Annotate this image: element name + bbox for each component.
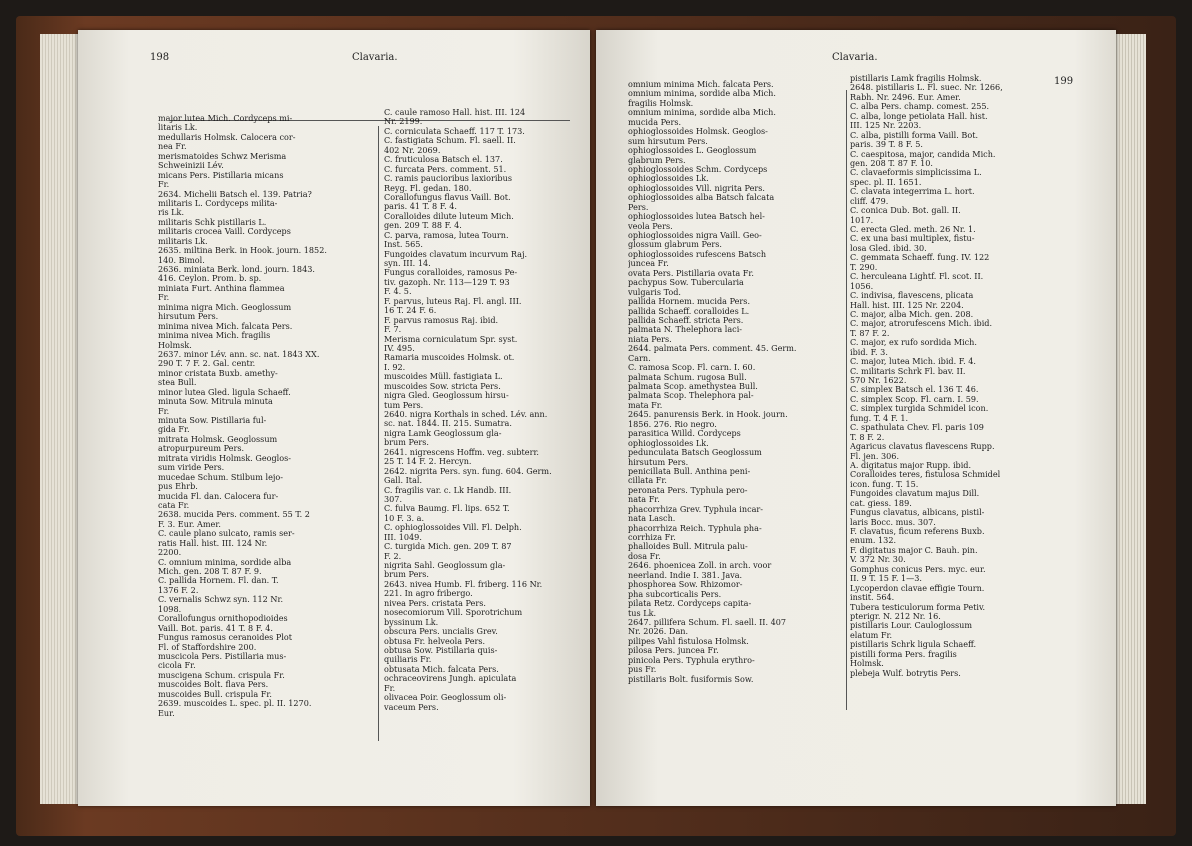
left-page-number: 198 [150,52,170,63]
text-line: 1017. [850,215,874,225]
text-line: C. herculeana Lightf. Fl. scot. II. [850,272,984,282]
text-line: losa Gled. ibid. 30. [850,243,927,253]
text-line: ophioglossoides Holmsk. Geoglos- [628,127,768,137]
text-line: glabrum Pers. [628,155,686,165]
text-line: C. simplex turgida Schmidel icon. [850,404,989,414]
text-line: C. fragilis var. c. Lk Handb. III. [384,485,512,495]
text-line: C. spathulata Chev. Fl. paris 109 [850,423,984,433]
right-column-1 [628,80,842,684]
text-line: Nr. 2199. [384,117,423,127]
text-line: mata Fr. [628,400,663,410]
text-line: micans Pers. Pistillaria micans [158,170,284,180]
text-line: C. caespitosa, major, candida Mich. [850,149,996,159]
text-line: C. major, lutea Mich. ibid. F. 4. [850,357,976,367]
page-edges-right [1114,34,1146,804]
left-running-head: Clavaria. [352,52,398,63]
text-line: C. gemmata Schaeff. fung. IV. 122 [850,253,990,263]
text-line: Fungus clavatus, albicans, pistil- [850,508,985,518]
right-column-2 [850,74,1095,678]
text-line: C. parva, ramosa, lutea Tourn. [384,230,509,240]
text-line: F. digitatus major C. Bauh. pin. [850,545,978,555]
text-line: laris Bocc. mus. 307. [850,517,936,527]
text-line: minuta Sow. Mitrula minuta [158,397,273,407]
text-line: 1376 F. 2. [158,585,199,595]
text-line: 2644. palmata Pers. comment. 45. Germ. [628,344,797,354]
text-line: F. 4. 5. [384,287,412,297]
text-line: muscoides Müll. fastigiata L. [384,372,503,382]
text-line: Hall. hist. III. 125 Nr. 2204. [850,300,964,310]
text-line: cliff. 479. [850,196,889,206]
text-line: omnium minima, sordide alba Mich. [628,108,776,118]
text-line: C. clavaeformis simplicissima L. [850,168,982,178]
text-line: hirsutum Pers. [158,312,219,322]
text-line: Fungoides clavatum majus Dill. [850,489,980,499]
right-page-number: 199 [1054,76,1074,87]
text-line: obtusata Mich. falcata Pers. [384,664,499,674]
text-line: mucida Pers. [628,117,682,127]
text-line: niata Pers. [628,334,672,344]
text-line: Corallofungus flavus Vaill. Bot. [384,192,511,202]
text-line: ophioglossoides alba Batsch falcata [628,193,775,203]
text-line: Fungus coralloides, ramosus Pe- [384,268,518,278]
text-line: T. 290. [850,262,878,272]
text-line: instit. 564. [850,593,895,603]
text-line: pinicola Pers. Typhula erythro- [628,655,755,665]
right-column-divider [846,90,847,710]
text-line: Corallofungus ornithopodioides [158,614,288,624]
text-line: 1098. [158,604,182,614]
text-line: C. pallida Hornem. Fl. dan. T. [158,576,279,586]
text-line: 307. [384,494,403,504]
text-line: elatum Fr. [850,630,893,640]
text-line: pallida Schaeff. stricta Pers. [628,315,744,325]
text-line: palmata N. Thelephora laci- [628,325,743,335]
text-line: C. alba Pers. champ. comest. 255. [850,102,990,112]
text-line: pedunculata Batsch Geoglossum [628,448,762,458]
text-line: pus Ehrb. [158,482,198,492]
text-line: minor lutea Gled. ligula Schaeff. [158,387,291,397]
text-line: major lutea Mich. Cordyceps mi- [158,114,293,123]
text-line: pilosa Pers. juncea Fr. [628,646,719,656]
text-line: Holmsk. [158,340,192,350]
text-line: C. conica Dub. Bot. gall. II. [850,206,961,216]
text-line: spec. pl. II. 1651. [850,177,922,187]
text-line: C. corniculata Schaeff. 117 T. 173. [384,126,525,136]
text-line: 2647. pillifera Schum. Fl. saell. II. 407 [628,617,787,627]
text-line: C. erecta Gled. meth. 26 Nr. 1. [850,225,976,234]
text-line: 570 Nr. 1622. [850,376,907,385]
text-line: paris. 41 T. 8 F. 4. [384,202,457,212]
text-line: fragilis Holmsk. [628,98,694,108]
text-line: Reyg. Fl. gedan. 180. [384,183,472,193]
text-line: Fungus ramosus ceranoides Plot [158,633,293,643]
text-line: Mich. gen. 208 T. 87 F. 9. [158,567,262,576]
text-line: C. fruticulosa Batsch el. 137. [384,155,503,165]
text-line: C. omnium minima, sordide alba [158,557,292,567]
text-line: C. turgida Mich. gen. 209 T. 87 [384,542,512,552]
text-line: Schweinizii Lév. [158,161,224,171]
text-line: C. ramosa Scop. Fl. carn. I. 60. [628,363,756,373]
text-line: F. parvus, luteus Raj. Fl. angl. III. [384,296,522,306]
text-line: medullaris Holmsk. Calocera cor- [158,132,296,142]
text-line: ibid. F. 3. [850,347,888,357]
text-line: Holmsk. [850,659,884,669]
text-line: Fr. [158,180,170,190]
text-line: 2638. mucida Pers. comment. 55 T. 2 [158,510,310,520]
text-line: icon. fung. T. 15. [850,479,919,489]
text-line: minima nivea Mich. fragilis [158,331,271,341]
text-line: byssinum Lk. [384,617,439,627]
text-line: tum Pers. [384,400,424,410]
text-line: cillata Fr. [628,476,667,486]
text-line: C. ophioglossoides Vill. Fl. Delph. [384,523,522,533]
text-line: syn. III. 14. [384,259,431,268]
right-running-head: Clavaria. [832,52,878,63]
text-line: III. 125 Nr. 2203. [850,121,922,131]
text-line: C. clavata integerrima L. hort. [850,187,975,197]
text-line: ovata Pers. Pistillaria ovata Fr. [628,268,754,278]
text-line: muscoides Bolt. flava Pers. [158,680,269,690]
text-line: muscicola Pers. Pistillaria mus- [158,651,287,661]
text-line: Merisma corniculatum Spr. syst. [384,334,518,344]
text-line: ris Lk. [158,208,185,218]
text-line: A. digitatus major Rupp. ibid. [850,460,972,470]
text-line: Gall. Ital. [384,476,423,486]
text-line: pachypus Sow. Tubercularia [628,278,744,288]
text-line: nigrita Sahl. Geoglossum gla- [384,561,506,570]
text-line: ophioglossoides L. Geoglossum [628,146,757,156]
text-line: I. 92. [384,362,406,372]
text-line: C. indivisa, flavescens, plicata [850,291,974,301]
text-line: phosphorea Sow. Rhizomor- [628,580,743,590]
text-line: 2641. nigrescens Hoffm. veg. subterr. [384,447,540,457]
text-line: pistillaris Schrk ligula Schaeff. [850,640,977,650]
text-line: sum viride Pers. [158,463,225,473]
text-line: C. major, atrorufescens Mich. ibid. [850,319,993,329]
text-line: minima nivea Mich. falcata Pers. [158,321,293,331]
text-line: ochraceovirens Jungh. apiculata [384,674,517,684]
text-line: pilipes Vahl fistulosa Holmsk. [628,636,749,646]
text-line: paris. 39 T. 8 F. 5. [850,140,923,150]
text-line: pterigr. N. 212 Nr. 16. [850,611,941,621]
text-line: 2645. panurensis Berk. in Hook. journ. [628,410,788,420]
text-line: cat. giess. 189. [850,498,912,508]
page-edges-left [40,34,80,804]
text-line: militaris L. Cordyceps milita- [158,198,278,208]
text-line: Ramaria muscoides Holmsk. ot. [384,353,515,363]
text-line: Fr. [158,406,170,416]
text-line: ophioglossoides lutea Batsch hel- [628,212,765,222]
text-line: pallida Hornem. mucida Pers. [628,297,751,307]
text-line: hirsutum Pers. [628,457,689,467]
text-line: palmata Schum. rugosa Bull. [628,372,747,382]
text-line: C. ramis paucioribus laxioribus [384,174,512,184]
text-line: Rabh. Nr. 2496. Eur. Amer. [850,92,961,102]
text-line: merismatoides Schwz Merisma [158,151,287,161]
text-line: corrhiza Fr. [628,533,676,542]
text-line: Coralloides dilute luteum Mich. [384,211,514,221]
text-line: olivacea Poir. Geoglossum oli- [384,693,507,703]
text-line: palmata Scop. amethystea Bull. [628,382,758,391]
text-line: muscoides Bull. crispula Fr. [158,689,272,699]
text-line: Inst. 565. [384,240,423,250]
text-line: 221. In agro fribergo. [384,589,473,599]
left-column-divider [378,126,379,741]
text-line: IV. 495. [384,343,415,353]
text-line: 1056. [850,281,874,291]
text-line: litaris Lk. [158,123,198,133]
text-line: Eur. [158,708,175,718]
text-line: vulgaris Tod. [628,287,681,297]
text-line: C. major, ex rufo sordida Mich. [850,338,977,348]
text-line: minuta Sow. Pistillaria ful- [158,416,267,425]
text-line: C. simplex Batsch el. 136 T. 46. [850,385,979,395]
text-line: 402 Nr. 2069. [384,145,441,155]
text-line: C. fastigiata Schum. Fl. saell. II. [384,136,516,146]
text-line: minor cristata Buxb. amethy- [158,368,278,378]
text-line: III. 1049. [384,532,422,542]
text-line: 2639. muscoides L. spec. pl. II. 1270. [158,699,312,709]
text-line: F. 3. Eur. Amer. [158,519,221,529]
text-line: mitrata viridis Holmsk. Geoglos- [158,453,292,463]
text-line: minima nigra Mich. Geoglossum [158,302,292,312]
text-line: sc. nat. 1844. II. 215. Sumatra. [384,419,512,429]
text-line: enum. 132. [850,536,897,546]
text-line: C. furcata Pers. comment. 51. [384,164,507,174]
text-line: C. militaris Schrk Fl. bav. II. [850,366,966,376]
text-line: gida Fr. [158,425,190,435]
text-line: 2648. pistillaris L. Fl. suec. Nr. 1266, [850,83,1003,93]
text-line: C. vernalis Schwz syn. 112 Nr. [158,595,284,605]
text-line: penicillata Bull. Anthina peni- [628,466,751,476]
text-line: T. 87 F. 2. [850,328,890,338]
text-line: brum Pers. [384,570,429,580]
text-line: juncea Fr. [628,259,669,269]
text-line: 2640. nigra Korthals in sched. Lév. ann. [384,410,548,419]
text-line: C. fulva Baumg. Fl. lips. 652 T. [384,504,510,514]
text-line: militaris Schk pistillaris L. [158,217,267,227]
text-line: 2636. miniata Berk. lond. journ. 1843. [158,265,315,274]
text-line: glossum glabrum Pers. [628,240,722,250]
text-line: cicola Fr. [158,661,196,671]
text-line: pistillaris Lamk fragilis Holmsk. [850,74,982,83]
text-line: pistillaris Bolt. fusiformis Sow. [628,674,754,684]
text-line: ophioglossoides Vill. nigrita Pers. [628,183,766,193]
text-line: 10 F. 3. a. [384,513,425,523]
text-line: 2200. [158,548,182,558]
text-line: nigra Gled. Geoglossum hirsu- [384,391,509,401]
text-line: pistillaris Lour. Cauloglossum [850,621,973,631]
text-line: 2634. Michelii Batsch el. 139. Patria? [158,189,312,199]
text-line: ophioglossoides Lk. [628,174,709,184]
text-line: stea Bull. [158,378,197,388]
text-line: C. simplex Scop. Fl. carn. I. 59. [850,394,979,404]
text-line: Nr. 2026. Dan. [628,627,689,637]
text-line: obtusa Fr. helveola Pers. [384,636,486,646]
text-line: Fl. jen. 306. [850,451,900,461]
text-line: dosa Fr. [628,551,661,561]
text-line: 16 T. 24 F. 6. [384,306,437,316]
text-line: C. ex una basi multiplex, fistu- [850,234,975,244]
text-line: vaceum Pers. [384,702,439,712]
text-line: C. alba, longe petiolata Hall. hist. [850,111,988,121]
text-line: fung. T. 4 F. 1. [850,413,909,423]
text-line: Agaricus clavatus flavescens Rupp. [850,442,995,452]
text-line: plebeja Wulf. botrytis Pers. [850,668,961,678]
text-line: nea Fr. [158,142,187,152]
text-line: C. alba, pistilli forma Vaill. Bot. [850,130,979,140]
text-line: pha subcorticalis Pers. [628,589,722,599]
text-line: muscoides Sow. stricta Pers. [384,381,501,391]
text-line: nigra Lamk Geoglossum gla- [384,428,502,438]
text-line: pistilli forma Pers. fragilis [850,649,957,659]
text-line: nosecomiorum Vill. Sporotrichum [384,608,523,618]
text-line: mitrata Holmsk. Geoglossum [158,434,278,444]
text-line: brum Pers. [384,438,429,448]
text-line: mucedae Schum. Stilbum lejo- [158,472,284,482]
text-line: V. 372 Nr. 30. [850,555,906,565]
text-line: 2635. miltina Berk. in Hook. journ. 1852. [158,246,327,256]
text-line: ophioglossoides rufescens Batsch [628,249,767,259]
text-line: C. caule ramoso Hall. hist. III. 124 [384,108,526,117]
text-line: 2646. phoenicea Zoll. in arch. voor [628,561,772,571]
text-line: militaris Lk. [158,236,208,246]
text-line: 290 T. 7 F. 2. Gal. centr. [158,359,256,369]
text-line: 140. Bimol. [158,255,205,265]
text-line: pus Fr. [628,665,657,675]
text-line: nata Lasch. [628,514,676,524]
text-line: C. major, alba Mich. gen. 208. [850,309,974,319]
text-line: ratis Hall. hist. III. 124 Nr. [158,538,268,548]
text-line: veola Pers. [628,221,673,231]
text-line: Carn. [628,353,651,363]
text-line: Fr. [158,293,170,303]
text-line: ophioglossoides Lk. [628,438,709,448]
text-line: tus Lk. [628,608,657,618]
text-line: II. 9 T. 15 F. 1—3. [850,574,922,584]
text-line: F. 7. [384,325,402,335]
text-line: gen. 208 T. 87 F. 10. [850,158,933,168]
text-line: 1856. 276. Rio negro. [628,419,717,429]
text-line: mucida Fl. dan. Calocera fur- [158,491,279,501]
text-line: Pers. [628,202,649,212]
text-line: Coralloides teres, fistulosa Schmidel [850,470,1001,480]
text-line: quiliaris Fr. [384,655,432,665]
text-line: phacorrhiza Reich. Typhula pha- [628,523,762,533]
text-line: 2642. nigrita Pers. syn. fung. 604. Germ. [384,466,552,476]
text-line: atropurpureum Pers. [158,444,245,454]
text-line: C. caule plano sulcato, ramis ser- [158,529,295,539]
text-line: parasitica Willd. Cordyceps [628,429,741,439]
text-line: F. clavatus, ficum referens Buxb. [850,527,985,536]
text-line: gen. 209 T. 88 F. 4. [384,221,462,231]
text-line: cata Fr. [158,500,190,510]
text-line: phacorrhiza Grev. Typhula incar- [628,504,764,514]
text-line: obtusa Sow. Pistillaria quis- [384,645,498,655]
text-line: muscigena Schum. crispula Fr. [158,670,285,680]
text-line: 2643. nivea Humb. Fl. friberg. 116 Nr. [384,579,543,589]
text-line: Fr. [384,683,396,693]
text-line: pilata Retz. Cordyceps capita- [628,599,752,609]
text-line: miniata Furt. Anthina flammea [158,283,285,293]
text-line: militaris crocea Vaill. Cordyceps [158,227,291,237]
text-line: ophioglossoides nigra Vaill. Geo- [628,231,762,240]
text-line: F. parvus ramosus Raj. ibid. [384,315,499,325]
text-line: nata Fr. [628,495,660,505]
text-line: omnium minima Mich. falcata Pers. [628,80,774,89]
text-line: pallida Schaeff. coralloides L. [628,306,750,316]
text-line: Lycoperdon clavae effigie Tourn. [850,583,985,593]
text-line: Fungoides clavatum incurvum Raj. [384,249,528,259]
text-line: peronata Pers. Typhula pero- [628,485,748,495]
text-line: neerland. Indie I. 381. Java. [628,570,743,580]
text-line: Tubera testiculorum forma Petiv. [850,602,986,612]
text-line: tiv. gazoph. Nr. 113—129 T. 93 [384,277,510,287]
text-line: palmata Scop. Thelephora pal- [628,391,754,401]
text-line: phalloides Bull. Mitrula palu- [628,542,748,552]
text-line: omnium minima, sordide alba Mich. [628,89,776,99]
text-line: Vaill. Bot. paris. 41 T. 8 F. 4. [158,623,273,633]
text-line: ophioglossoides Schm. Cordyceps [628,164,768,174]
text-line: 416. Ceylon. Prom. b. sp. [158,274,262,284]
text-line: Gomphus conicus Pers. myc. eur. [850,564,986,574]
text-line: T. 8 F. 2. [850,432,885,442]
text-line: nivea Pers. cristata Pers. [384,598,486,608]
text-line: 2637. minor Lév. ann. sc. nat. 1843 XX. [158,349,320,359]
left-column-2 [384,108,579,712]
text-line: Fl. of Staffordshire 200. [158,642,257,652]
text-line: sum hirsutum Pers. [628,136,708,146]
left-column-1 [158,114,372,718]
text-line: 25 T. 14 F. 2. Hercyn. [384,457,472,467]
text-line: F. 2. [384,551,402,561]
text-line: obscura Pers. uncialis Grev. [384,627,498,637]
